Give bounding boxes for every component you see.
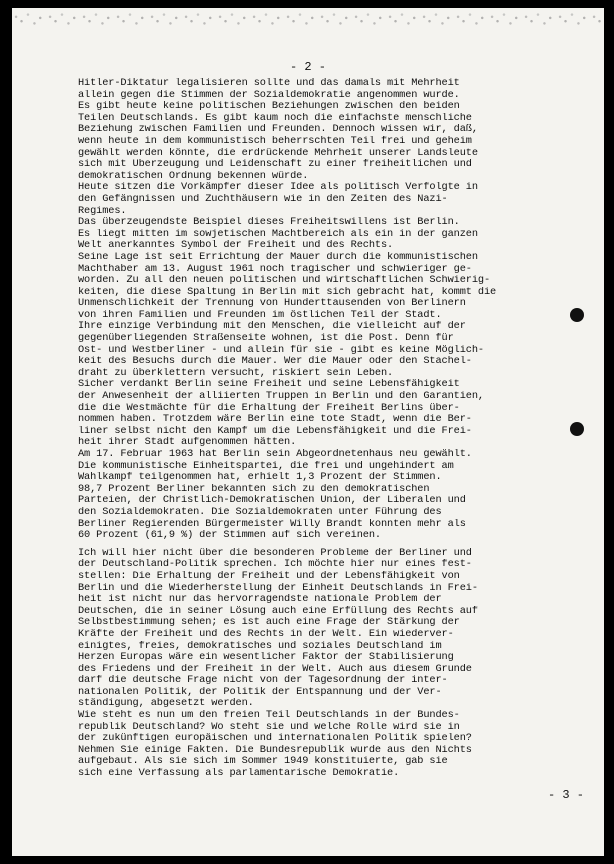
- text-line: von ihren Familien und Freunden im östlichen Teil der Stadt.: [78, 309, 442, 321]
- text-line: Selbstbestimmung sehen; es ist auch eine Frage der Stärkung der: [78, 617, 460, 629]
- text-line: Regimes.: [78, 205, 127, 217]
- text-line: sich eine Verfassung als parlamentarische Demokratie.: [78, 768, 400, 780]
- text-line: wenn heute in dem kommunistisch beherrschten Teil frei und geheim: [78, 135, 472, 147]
- text-line: sich mit Überzeugung und Leidenschaft zu einer freiheitlichen und: [78, 159, 472, 171]
- punch-hole: [570, 308, 584, 322]
- text-line: draht zu überklettern versucht, riskiert sein Leben.: [78, 367, 394, 379]
- text-line: der zukünftigen europäischen und internationalen Politik spielen?: [78, 733, 472, 745]
- text-line: der Deutschland-Politik sprechen. Ich möchte hier nur eines fest-: [78, 559, 472, 571]
- text-line: 98,7 Prozent Berliner bekannten sich zu den demokratischen: [78, 483, 430, 495]
- text-line: Ost- und Westberliner - und allein für sie - gibt es keine Möglich-: [78, 344, 484, 356]
- text-line: Hitler-Diktatur legalisieren sollte und das damals mit Mehrheit: [78, 78, 460, 89]
- text-line: Herzen Europas wäre ein wesentlicher Faktor der Stabilisierung: [78, 652, 454, 664]
- text-line: den Sozialdemokraten. Die Sozialdemokraten unter Führung des: [78, 506, 442, 518]
- text-line: demokratischen Ordnung bekennen würde.: [78, 170, 309, 182]
- text-line: Machthaber am 13. August 1961 noch tragischer und schwieriger ge-: [78, 263, 472, 275]
- text-line: gegenüberliegenden Straßenseite wohnen, ist die Post. Denn für: [78, 333, 454, 345]
- text-line: nommen haben. Trotzdem wäre Berlin eine tote Stadt, wenn die Ber-: [78, 414, 472, 426]
- text-line: Unmenschlichkeit der Trennung von Hunderttausenden von Berlinern: [78, 298, 466, 310]
- document-page: [12, 8, 604, 856]
- text-line: Ich will hier nicht über die besonderen Probleme der Berliner und: [78, 547, 472, 559]
- text-line: allein gegen die Stimmen der Sozialdemokratie angenommen wurde.: [78, 89, 460, 101]
- text-line: Seine Lage ist seit Errichtung der Mauer durch die kommunistischen: [78, 251, 478, 263]
- text-line: der Anwesenheit der alliierten Truppen in Berlin und den Garantien,: [78, 391, 484, 403]
- text-line: aufgebaut. Als sie sich im Sommer 1949 konstituierte, gab sie: [78, 756, 448, 768]
- page-number-bottom: - 3 -: [548, 788, 585, 802]
- text-line: Deutschen, die in seiner Lösung auch eine Erfüllung des Rechts auf: [78, 605, 478, 617]
- text-line: heit ihrer Stadt aufgenommen hätten.: [78, 437, 297, 449]
- text-line: liner selbst nicht den Kampf um die Lebensfähigkeit und die Frei-: [78, 425, 472, 437]
- text-line: Die kommunistische Einheitspartei, die frei und ungehindert am: [78, 460, 454, 472]
- text-line: Sicher verdankt Berlin seine Freiheit und seine Lebensfähigkeit: [78, 379, 460, 391]
- text-line: heit ist nicht nur das hervorragendste nationale Problem der: [78, 594, 442, 606]
- text-line: Welt anerkanntes Symbol der Freiheit und des Rechts.: [78, 240, 394, 252]
- text-line: Nehmen Sie einige Fakten. Die Bundesrepublik wurde aus den Nichts: [78, 744, 472, 756]
- text-line: worden. Zu all den neuen politischen und wirtschaftlichen Schwierig-: [78, 275, 491, 287]
- text-line: stellen: Die Erhaltung der Freiheit und der Lebensfähigkeit von: [78, 570, 460, 582]
- text-line: Es gibt heute keine politischen Beziehungen zwischen den beiden: [78, 101, 460, 113]
- text-line: 60 Prozent (61,9 %) der Stimmen auf sich vereinen.: [78, 530, 381, 542]
- text-line: ständigung, abgesetzt werden.: [78, 698, 254, 710]
- text-line: Berlin und die Wiederherstellung der Einheit Deutschlands in Frei-: [78, 582, 478, 594]
- text-line: Parteien, der Christlich-Demokratischen Union, der Liberalen und: [78, 495, 466, 507]
- text-line: nationalen Politik, der Politik der Entspannung und der Ver-: [78, 686, 442, 698]
- body-text: [78, 78, 586, 780]
- punch-hole: [570, 422, 584, 436]
- text-line: Heute sitzen die Vorkämpfer dieser Idee als politisch Verfolgte in: [78, 182, 478, 194]
- text-line: Kräfte der Freiheit und des Rechts in der Welt. Ein wiederver-: [78, 628, 454, 640]
- text-line: Beziehung zwischen Familien und Freunden. Dennoch wissen wir, daß,: [78, 124, 478, 136]
- page-number-top: - 2 -: [289, 60, 326, 74]
- text-line: Teilen Deutschlands. Es gibt kaum noch die einfachste menschliche: [78, 112, 472, 124]
- text-line: Es liegt mitten im sowjetischen Machtbereich als ein in der ganzen: [78, 228, 478, 240]
- text-line: gewählt werden könnte, die erdrückende Mehrheit unserer Landsleute: [78, 147, 478, 159]
- text-line: Das überzeugendste Beispiel dieses Freiheitswillens ist Berlin.: [78, 217, 460, 229]
- text-line: des Friedens und der Freiheit in der Welt. Auch aus diesem Grunde: [78, 663, 472, 675]
- text-line: republik Deutschland? Wo steht sie und welche Rolle wird sie in: [78, 721, 460, 733]
- text-line: Wahlkampf teilgenommen hat, erhielt 1,3 Prozent der Stimmen.: [78, 472, 442, 484]
- text-line: keiten, die diese Spaltung in Berlin mit sich gebracht hat, kommt die: [78, 286, 497, 298]
- text-line: darf die deutsche Frage nicht von der Tagesordnung der inter-: [78, 675, 448, 687]
- text-line: Am 17. Februar 1963 hat Berlin sein Abgeordnetenhaus neu gewählt.: [78, 449, 472, 460]
- text-line: Berliner Regierenden Bürgermeister Willy Brandt konnten mehr als: [78, 518, 466, 530]
- text-line: Ihre einzige Verbindung mit den Menschen, die vielleicht auf der: [78, 321, 466, 333]
- text-line: einigtes, freies, demokratisches und soziales Deutschland im: [78, 640, 442, 652]
- scan-noise: [12, 8, 604, 30]
- text-line: den Gefängnissen und Zuchthäusern wie in den Zeiten des Nazi-: [78, 193, 448, 205]
- text-line: Wie steht es nun um den freien Teil Deutschlands in der Bundes-: [78, 710, 460, 722]
- text-line: keit des Besuchs durch die Mauer. Wer die Mauer oder den Stachel-: [78, 356, 472, 368]
- text-line: die die Westmächte für die Erhaltung der Freiheit Berlins über-: [78, 402, 460, 414]
